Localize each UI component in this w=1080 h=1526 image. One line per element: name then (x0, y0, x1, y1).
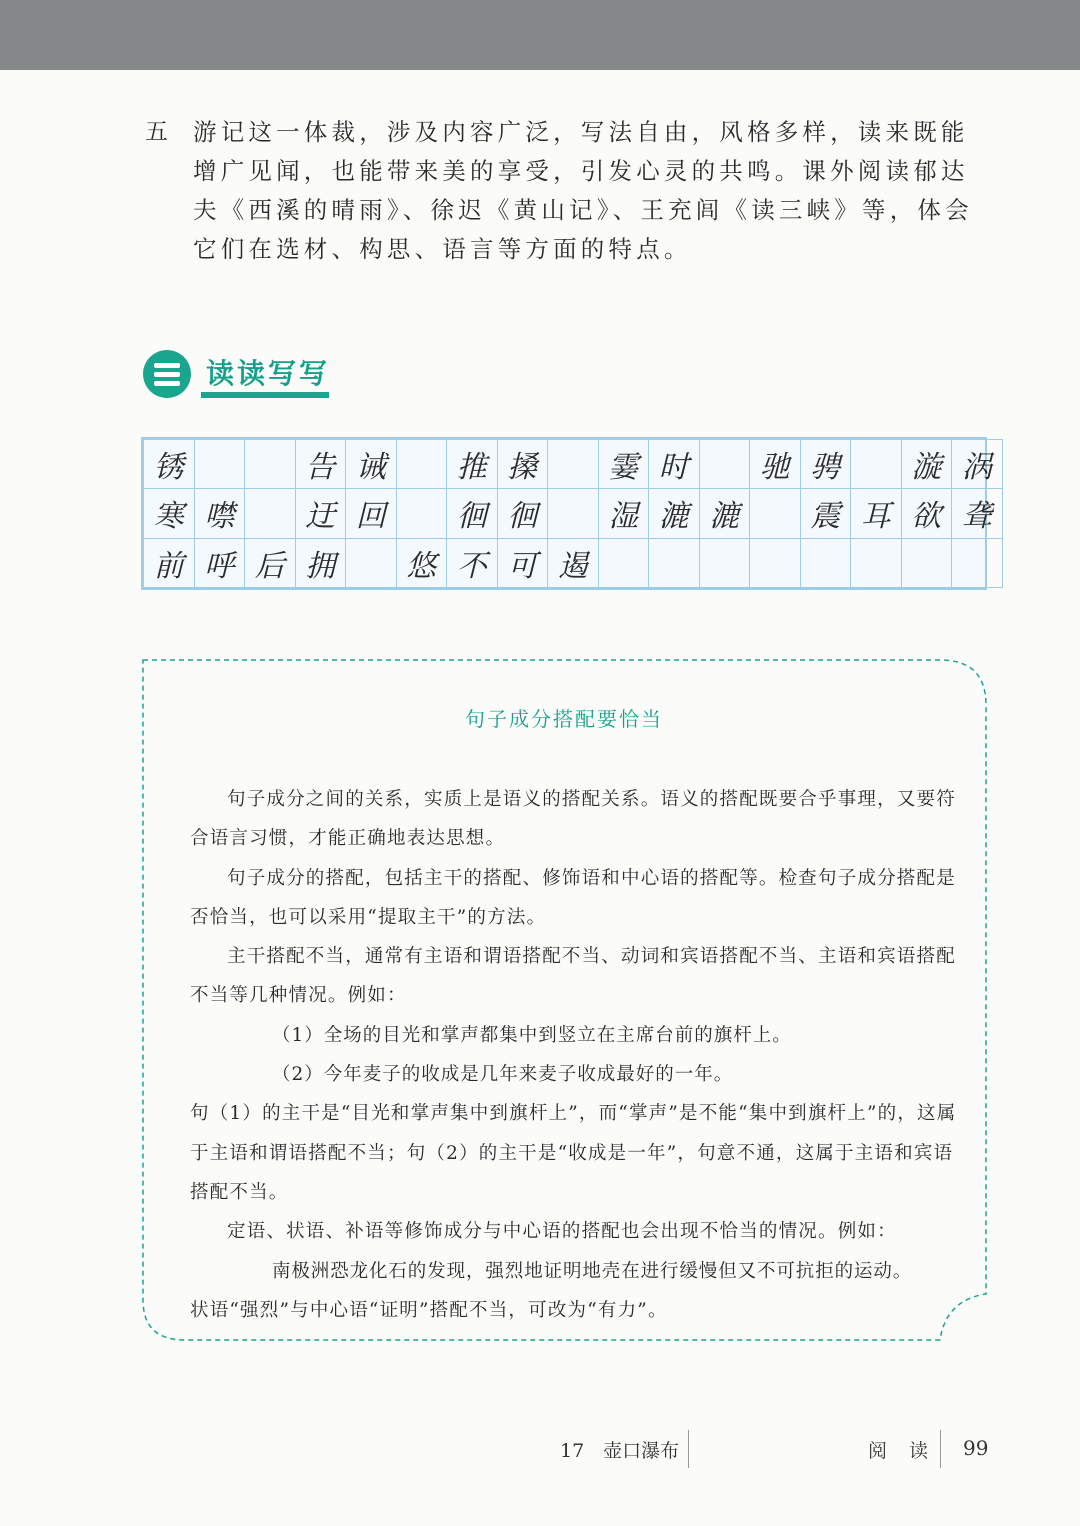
grid-cell: 拥 (295, 538, 346, 587)
grid-cell: 漉 (699, 489, 750, 538)
grid-cell (649, 538, 700, 587)
section-underline (201, 392, 329, 398)
grid-cell: 骋 (800, 440, 851, 489)
page-number: 99 (963, 1436, 989, 1460)
footer-lesson: 17 壶口瀑布 (560, 1440, 680, 1462)
grid-cell (750, 538, 801, 587)
grid-cell (396, 440, 447, 489)
grid-cell: 徊 (497, 489, 548, 538)
grid-cell: 呼 (194, 538, 245, 587)
grid-cell: 告 (295, 440, 346, 489)
grid-cell (346, 538, 397, 587)
grid-cell: 后 (245, 538, 296, 587)
grid-cell (245, 440, 296, 489)
grid-row (144, 440, 1003, 489)
grid-cell (548, 489, 599, 538)
grid-row (144, 489, 1003, 538)
note-example-3: 南极洲恐龙化石的发现，强烈地证明地壳在进行缓慢但又不可抗拒的运动。 (272, 1260, 913, 1282)
note-paragraph-4: 句（1）的主干是“目光和掌声集中到旗杆上”，而“掌声”是不能“集中到旗杆上”的，这属于主语和谓语搭配不当；句（2）的主干是“收成是一年”，句意不通，这属于主语和宾语搭配不当。 (190, 1103, 957, 1203)
grid-cell: 时 (649, 440, 700, 489)
grid-cell (194, 440, 245, 489)
grid-cell (800, 538, 851, 587)
footer-divider (940, 1430, 941, 1468)
grid-cell: 遏 (548, 538, 599, 587)
note-paragraph-3: 主干搭配不当，通常有主语和谓语搭配不当、动词和宾语搭配不当、主语和宾语搭配不当等几种情况。例如： (190, 946, 956, 1007)
grid-cell: 湿 (598, 489, 649, 538)
grid-cell: 悠 (396, 538, 447, 587)
note-example-2: （2）今年麦子的收成是几年来麦子收成最好的一年。 (272, 1064, 734, 1086)
grid-row (144, 538, 1003, 587)
grid-cell (750, 489, 801, 538)
list-lines-icon (143, 350, 191, 398)
grid-cell (699, 440, 750, 489)
note-body (190, 780, 965, 1330)
grid-cell: 驰 (750, 440, 801, 489)
grid-cell: 可 (497, 538, 548, 587)
grid-cell: 推 (447, 440, 498, 489)
grid-cell: 不 (447, 538, 498, 587)
section-heading (143, 350, 343, 404)
note-title: 句子成分搭配要恰当 (465, 707, 663, 731)
grid-cell (699, 538, 750, 587)
grid-cell: 涡 (952, 440, 1003, 489)
vocabulary-table (143, 439, 1003, 588)
grid-cell: 欲 (901, 489, 952, 538)
grid-cell: 漉 (649, 489, 700, 538)
note-paragraph-1: 句子成分之间的关系，实质上是语义的搭配关系。语义的搭配既要合乎事理，又要符合语言习惯，才能正确地表达思想。 (190, 789, 956, 850)
note-paragraph-5: 定语、状语、补语等修饰成分与中心语的搭配也会出现不恰当的情况。例如： (227, 1221, 897, 1243)
footer-category: 阅 读 (868, 1440, 937, 1462)
grid-cell: 锈 (144, 440, 195, 489)
exercise-number: 五 (145, 119, 170, 145)
grid-cell: 霎 (598, 440, 649, 489)
note-paragraph-2: 句子成分的搭配，包括主干的搭配、修饰语和中心语的搭配等。检查句子成分搭配是否恰当，也可以采用“提取主干”的方法。 (190, 867, 956, 928)
grid-cell (851, 538, 902, 587)
grid-cell (548, 440, 599, 489)
grid-cell (245, 489, 296, 538)
grid-cell: 耳 (851, 489, 902, 538)
footer-divider (688, 1430, 689, 1468)
grid-cell (598, 538, 649, 587)
grid-cell: 前 (144, 538, 195, 587)
top-bar (0, 0, 1080, 70)
section-title: 读读写写 (206, 357, 331, 390)
note-example-1: （1）全场的目光和掌声都集中到竖立在主席台前的旗杆上。 (272, 1024, 792, 1046)
note-paragraph-6: 状语“强烈”与中心语“证明”搭配不当，可改为“有力”。 (190, 1299, 668, 1321)
grid-cell: 寒 (144, 489, 195, 538)
grid-cell (851, 440, 902, 489)
grid-cell (396, 489, 447, 538)
grid-cell: 聋 (952, 489, 1003, 538)
grid-cell: 搡 (497, 440, 548, 489)
grid-cell: 回 (346, 489, 397, 538)
grid-cell: 迂 (295, 489, 346, 538)
exercise-text: 游记这一体裁，涉及内容广泛，写法自由，风格多样，读来既能增广见闻，也能带来美的享受，引发心灵的共鸣。课外阅读郁达夫《西溪的晴雨》、徐迟《黄山记》、王充闾《读三峡》等，体会它们在选材、构思、语言等方面的特点。 (193, 118, 973, 263)
grid-cell: 漩 (901, 440, 952, 489)
grid-cell: 徊 (447, 489, 498, 538)
vocabulary-grid (141, 437, 992, 590)
grid-cell: 震 (800, 489, 851, 538)
grid-cell: 诫 (346, 440, 397, 489)
grid-cell: 噤 (194, 489, 245, 538)
grid-cell (952, 538, 1003, 587)
grid-cell (901, 538, 952, 587)
